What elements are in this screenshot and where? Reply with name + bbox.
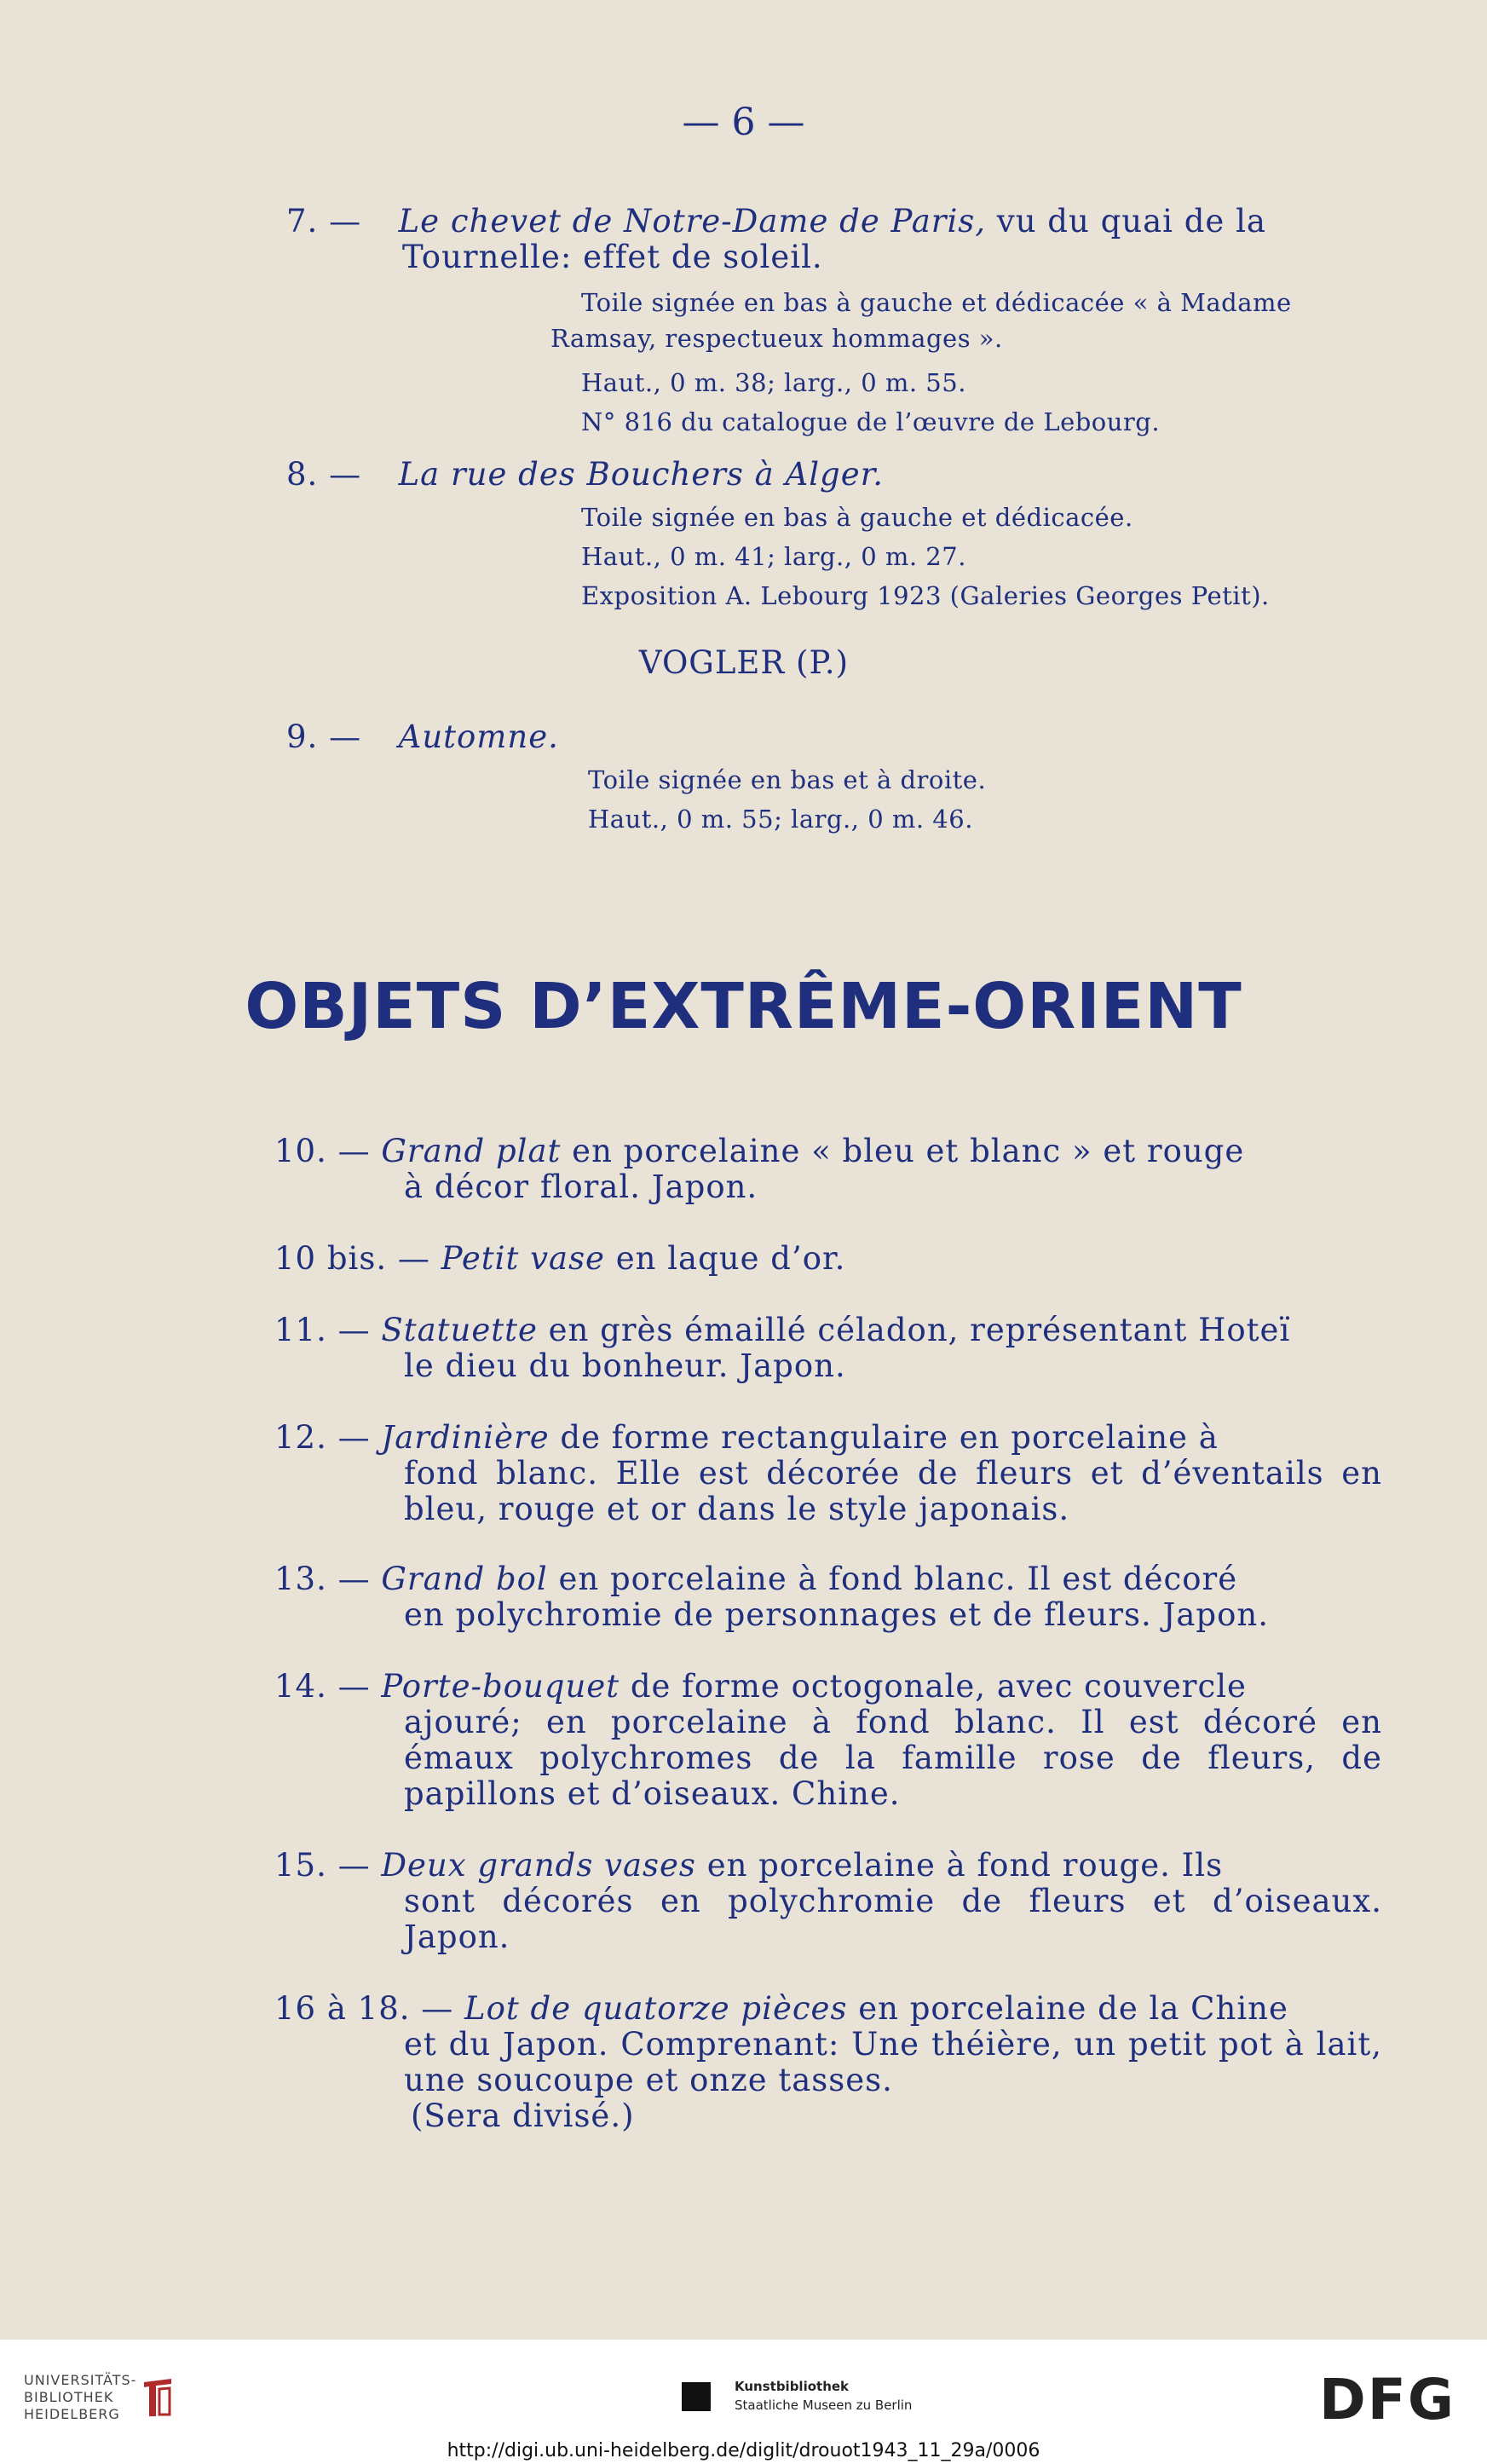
lot-number: 10 bis. — bbox=[274, 1240, 430, 1277]
lot-10-bis bbox=[274, 1241, 1382, 1277]
university-library-logo[interactable]: UNIVERSITÄTS- BIBLIOTHEK HEIDELBERG bbox=[24, 2372, 137, 2422]
lot-text-continued: le dieu du bonheur. Japon. bbox=[404, 1347, 846, 1384]
lot-text: de forme rectangulaire en porcelaine à bbox=[549, 1419, 1219, 1456]
lot-title: La rue des Bouchers à Alger. bbox=[398, 456, 885, 493]
lot-11 bbox=[274, 1313, 1382, 1384]
description-line: N° 816 du catalogue de l’œuvre de Lebourg. bbox=[581, 407, 1161, 436]
source-url[interactable]: http://digi.ub.uni-heidelberg.de/diglit/drouot1943_11_29a/0006 bbox=[447, 2440, 1040, 2461]
description-line: Toile signée en bas à gauche et dédicacée « à Madame bbox=[581, 288, 1292, 317]
kunstbibliothek-logo[interactable]: Kunstbibliothek Staatliche Museen zu Berlin bbox=[735, 2379, 913, 2413]
lot-title: Grand bol bbox=[381, 1561, 548, 1597]
lot-title: Statuette bbox=[381, 1312, 538, 1348]
lot-note: (Sera divisé.) bbox=[411, 2098, 635, 2134]
lot-text-continued: sont décorés en polychromie de fleurs et d’oiseaux. Japon. bbox=[404, 1883, 1382, 1955]
lot-text-continued: fond blanc. Elle est décorée de fleurs et d’éventails en bleu, rouge et or dans le style japonais. bbox=[404, 1455, 1382, 1527]
lot-text-continued: et du Japon. Comprenant: Une théière, un petit pot à lait, une soucoupe et onze tasses. bbox=[404, 2026, 1382, 2098]
lot-14 bbox=[274, 1669, 1382, 1812]
lot-description bbox=[550, 285, 1374, 440]
lot-title: Le chevet de Notre-Dame de Paris, bbox=[398, 203, 987, 239]
lot-number: 15. — bbox=[274, 1847, 371, 1884]
lot-number: 8. — bbox=[286, 456, 362, 493]
footer-bar bbox=[0, 2340, 1487, 2464]
lot-text: en porcelaine à fond rouge. Ils bbox=[695, 1847, 1224, 1884]
lot-13 bbox=[274, 1561, 1382, 1633]
description-line: Toile signée en bas à gauche et dédicacée. bbox=[581, 503, 1133, 532]
lot-16-18 bbox=[274, 1991, 1382, 2134]
artist-name: VOGLER (P.) bbox=[638, 644, 850, 681]
lot-number: 10. — bbox=[274, 1133, 371, 1169]
lot-title: Jardinière bbox=[381, 1419, 550, 1456]
lot-title: Automne. bbox=[398, 718, 559, 755]
description-line: Haut., 0 m. 41; larg., 0 m. 27. bbox=[581, 542, 966, 571]
page-number: — 6 — bbox=[682, 101, 805, 144]
lot-number: 16 à 18. — bbox=[274, 1990, 454, 2027]
lot-description bbox=[581, 499, 1374, 614]
lot-number: 7. — bbox=[286, 203, 362, 239]
section-title: OBJETS D’EXTRÊME-ORIENT bbox=[245, 970, 1242, 1043]
lot-text: de forme octogonale, avec couvercle bbox=[620, 1668, 1247, 1705]
lot-text: en grès émaillé céladon, représentant Hoteï bbox=[537, 1312, 1291, 1348]
lot-text: en laque d’or. bbox=[604, 1240, 846, 1277]
description-line: Haut., 0 m. 38; larg., 0 m. 55. bbox=[581, 368, 966, 397]
lot-text: en porcelaine de la Chine bbox=[847, 1990, 1288, 2027]
description-line: Toile signée en bas et à droite. bbox=[588, 765, 987, 794]
description-line: Exposition A. Lebourg 1923 (Galeries Georges Petit). bbox=[581, 581, 1270, 610]
lot-title: Grand plat bbox=[381, 1133, 562, 1169]
lot-number: 13. — bbox=[274, 1561, 371, 1597]
lot-number: 9. — bbox=[286, 718, 362, 755]
lot-text-continued: ajouré; en porcelaine à fond blanc. Il est décoré en émaux polychromes de la famille rose de fleurs, de papillons et d’oiseaux. Chine. bbox=[404, 1704, 1382, 1812]
lot-text: en porcelaine à fond blanc. Il est décoré bbox=[547, 1561, 1238, 1597]
lot-title: Petit vase bbox=[441, 1240, 605, 1277]
lot-description bbox=[588, 762, 1380, 837]
lot-number: 11. — bbox=[274, 1312, 371, 1348]
lot-title: Deux grands vases bbox=[381, 1847, 696, 1884]
lot-title: Lot de quatorze pièces bbox=[464, 1990, 848, 2027]
lot-text-continued: à décor floral. Japon. bbox=[404, 1169, 758, 1205]
kunstbibliothek-logo-icon bbox=[682, 2382, 711, 2411]
lot-10 bbox=[274, 1134, 1382, 1205]
lot-text-continued: en polychromie de personnages et de fleurs. Japon. bbox=[404, 1596, 1269, 1633]
dfg-logo[interactable]: DFG bbox=[1319, 2367, 1456, 2432]
university-seal-icon bbox=[141, 2375, 175, 2420]
description-line: Haut., 0 m. 55; larg., 0 m. 46. bbox=[588, 805, 973, 834]
description-line: Ramsay, respectueux hommages ». bbox=[550, 324, 1003, 353]
lot-text: en porcelaine « bleu et blanc » et rouge bbox=[561, 1133, 1245, 1169]
lot-number: 14. — bbox=[274, 1668, 371, 1705]
lot-title: Porte-bouquet bbox=[381, 1668, 620, 1705]
lot-title-rest: vu du quai de la bbox=[986, 203, 1266, 239]
lot-15 bbox=[274, 1848, 1382, 1955]
lot-number: 12. — bbox=[274, 1419, 371, 1456]
lot-12 bbox=[274, 1420, 1382, 1527]
lot-title-line2: Tournelle: effet de soleil. bbox=[402, 239, 823, 275]
